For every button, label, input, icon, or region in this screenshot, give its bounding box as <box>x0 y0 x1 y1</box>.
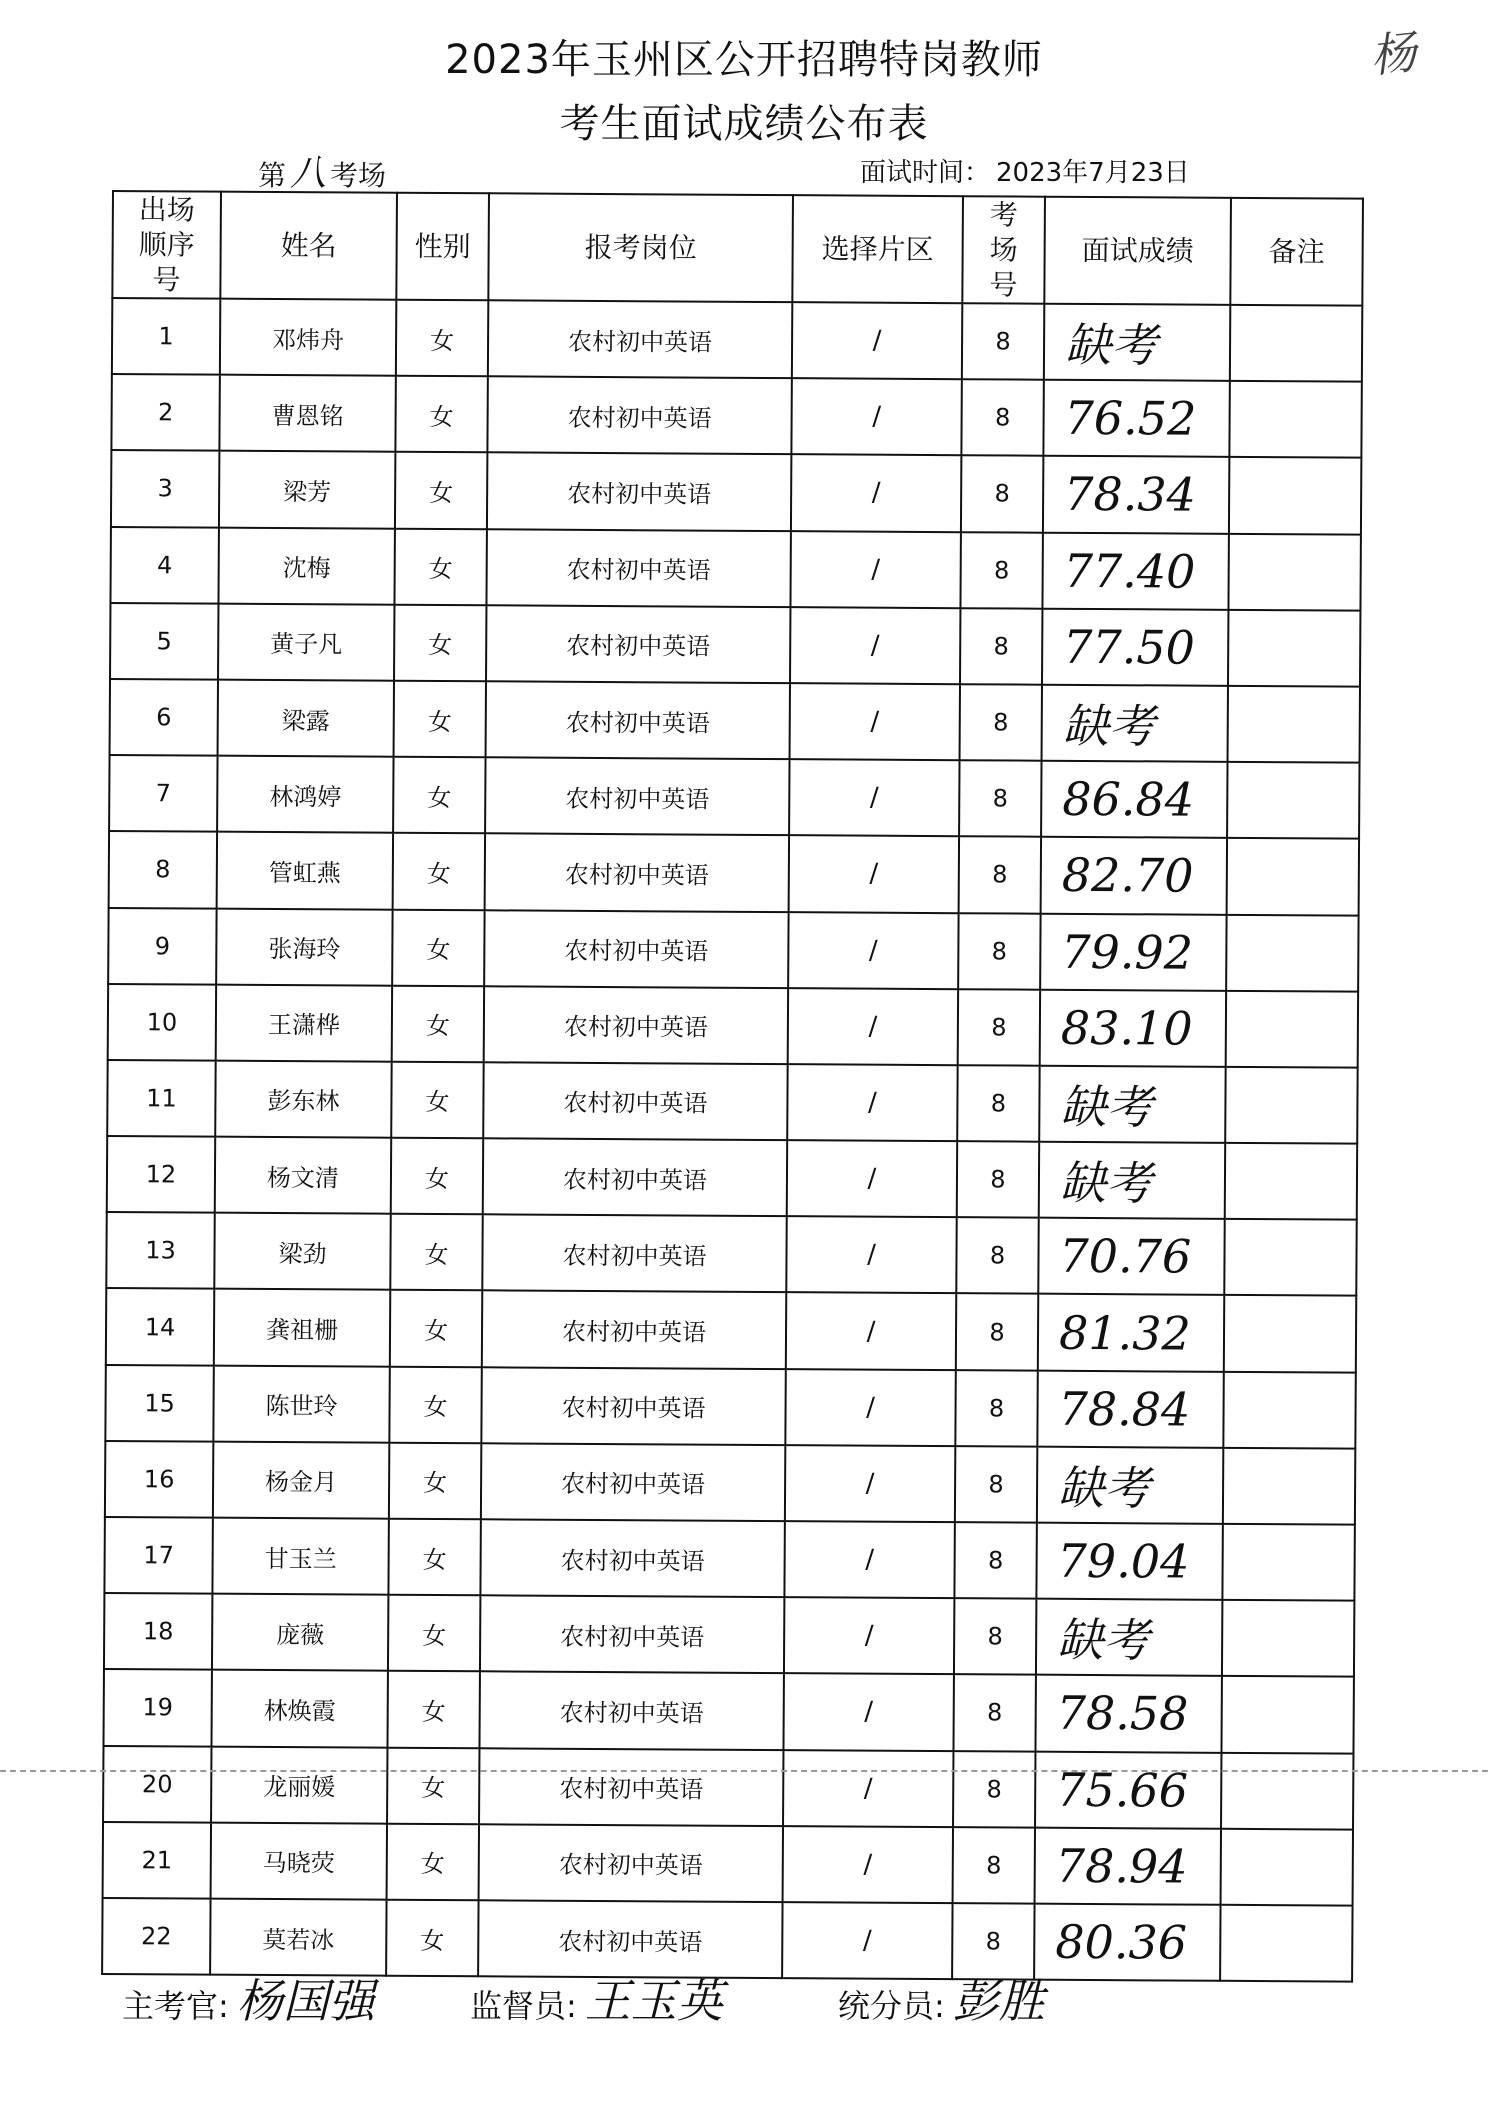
cell-area: / <box>788 912 958 989</box>
cell-post: 农村初中英语 <box>488 300 792 378</box>
cell-gender: 女 <box>394 604 486 681</box>
table-row <box>108 984 1358 1068</box>
table-body <box>102 298 1362 1982</box>
cell-post: 农村初中英语 <box>481 1443 785 1521</box>
cell-room: 8 <box>958 989 1040 1066</box>
cell-post: 农村初中英语 <box>483 1062 787 1140</box>
cell-score: 缺考 <box>1044 304 1230 381</box>
cell-order: 10 <box>108 984 216 1061</box>
column-header-post: 报考岗位 <box>488 193 793 302</box>
cell-score: 81.32 <box>1038 1294 1224 1371</box>
cell-room: 8 <box>961 379 1043 456</box>
cell-gender: 女 <box>389 1366 481 1443</box>
cell-order: 13 <box>106 1212 214 1289</box>
cell-post: 农村初中英语 <box>481 1367 785 1445</box>
cell-order: 16 <box>105 1441 213 1518</box>
cell-note <box>1220 1905 1352 1982</box>
cell-score: 79.92 <box>1040 913 1226 990</box>
cell-note <box>1230 305 1362 382</box>
interview-date-value: 2023年7月23日 <box>996 158 1190 188</box>
cell-post: 农村初中英语 <box>479 1748 783 1826</box>
cell-note <box>1228 686 1360 763</box>
exam-room-prefix: 第 <box>258 159 287 192</box>
cell-gender: 女 <box>388 1595 480 1672</box>
column-header-room: 考场号 <box>962 196 1045 303</box>
cell-gender: 女 <box>393 833 485 910</box>
cell-order: 20 <box>103 1746 211 1823</box>
cell-order: 15 <box>105 1365 213 1442</box>
scorer-name: 彭胜 <box>952 1974 1045 2028</box>
cell-post: 农村初中英语 <box>486 529 790 607</box>
cell-note <box>1227 838 1359 915</box>
cell-gender: 女 <box>389 1443 481 1520</box>
column-header-score: 面试成绩 <box>1044 197 1231 305</box>
cell-area: / <box>782 1902 952 1979</box>
cell-note <box>1221 1752 1353 1829</box>
cell-post: 农村初中英语 <box>479 1672 783 1750</box>
exam-room-suffix: 考场 <box>330 159 387 192</box>
cell-note <box>1227 762 1359 839</box>
cell-note <box>1224 1295 1356 1372</box>
cell-name: 甘玉兰 <box>212 1518 388 1595</box>
cell-note <box>1223 1371 1355 1448</box>
cell-gender: 女 <box>395 452 487 529</box>
cell-post: 农村初中英语 <box>486 681 790 759</box>
cell-score: 缺考 <box>1037 1446 1223 1523</box>
cell-score: 83.10 <box>1040 989 1226 1066</box>
table-row <box>112 298 1362 382</box>
cell-area: / <box>784 1521 954 1598</box>
table-row <box>104 1593 1354 1677</box>
cell-note <box>1229 381 1361 458</box>
cell-area: / <box>790 531 960 608</box>
cell-name: 梁芳 <box>219 451 395 528</box>
cell-gender: 女 <box>390 1214 482 1291</box>
cell-gender: 女 <box>388 1519 480 1596</box>
cell-area: / <box>789 835 959 912</box>
cell-gender: 女 <box>390 1290 482 1367</box>
table-row <box>111 374 1361 458</box>
cell-post: 农村初中英语 <box>485 757 789 835</box>
cell-room: 8 <box>954 1598 1036 1675</box>
cell-note <box>1225 1143 1357 1220</box>
cell-post: 农村初中英语 <box>484 986 788 1064</box>
cell-gender: 女 <box>394 681 486 758</box>
cell-room: 8 <box>962 303 1044 380</box>
cell-room: 8 <box>956 1294 1038 1371</box>
cell-order: 2 <box>111 374 219 451</box>
cell-post: 农村初中英语 <box>487 453 791 531</box>
cell-room: 8 <box>954 1522 1036 1599</box>
table-row <box>110 603 1360 687</box>
cell-room: 8 <box>960 532 1042 609</box>
table-row <box>107 1060 1357 1144</box>
cell-name: 沈梅 <box>218 527 394 604</box>
cell-name: 张海玲 <box>216 908 392 985</box>
cell-note <box>1223 1448 1355 1525</box>
cell-post: 农村初中英语 <box>479 1824 783 1902</box>
cell-order: 5 <box>110 603 218 680</box>
scorer-signature <box>838 1965 1045 2031</box>
cell-note <box>1226 991 1358 1068</box>
cell-area: / <box>792 302 962 379</box>
cell-post: 农村初中英语 <box>480 1595 784 1673</box>
cell-name: 黄子凡 <box>218 603 394 680</box>
cell-order: 14 <box>106 1288 214 1365</box>
table-row <box>103 1822 1353 1906</box>
corner-handwritten-mark: 杨 <box>1367 24 1420 84</box>
cell-name: 邓炜舟 <box>220 299 396 376</box>
cell-room: 8 <box>955 1446 1037 1523</box>
cell-name: 龚祖栅 <box>214 1289 390 1366</box>
cell-order: 6 <box>110 679 218 756</box>
cell-score: 79.04 <box>1036 1523 1222 1600</box>
column-header-area: 选择片区 <box>792 195 963 303</box>
exam-room-label <box>258 145 386 196</box>
cell-score: 75.66 <box>1035 1751 1221 1828</box>
cell-area: / <box>784 1597 954 1674</box>
cell-order: 17 <box>104 1517 212 1594</box>
cell-area: / <box>791 378 961 455</box>
cell-name: 马晓荧 <box>211 1822 387 1899</box>
cell-order: 3 <box>111 450 219 527</box>
cell-order: 12 <box>107 1136 215 1213</box>
chief-examiner-signature <box>122 1965 375 2031</box>
table-row <box>110 679 1360 763</box>
cell-name: 庞薇 <box>212 1594 388 1671</box>
cell-score: 78.94 <box>1035 1827 1221 1904</box>
cell-room: 8 <box>955 1370 1037 1447</box>
cell-gender: 女 <box>392 985 484 1062</box>
cell-area: / <box>783 1826 953 1903</box>
column-header-note: 备注 <box>1230 198 1363 306</box>
cell-gender: 女 <box>396 300 488 377</box>
cell-area: / <box>788 988 958 1065</box>
cell-area: / <box>786 1216 956 1293</box>
cell-name: 梁露 <box>218 680 394 757</box>
scan-fold-line <box>0 1770 1488 1772</box>
cell-room: 8 <box>952 1903 1034 1980</box>
cell-score: 78.58 <box>1035 1675 1221 1752</box>
chief-examiner-label: 主考官: <box>122 1987 229 2025</box>
table-row <box>103 1669 1353 1753</box>
cell-note <box>1222 1600 1354 1677</box>
cell-post: 农村初中英语 <box>482 1215 786 1293</box>
cell-score: 78.84 <box>1037 1370 1223 1447</box>
table-header-row <box>112 191 1363 306</box>
column-header-order: 出场顺序号 <box>112 191 221 299</box>
cell-area: / <box>789 759 959 836</box>
cell-note <box>1229 457 1361 534</box>
cell-area: / <box>783 1674 953 1751</box>
cell-name: 杨金月 <box>213 1441 389 1518</box>
cell-post: 农村初中英语 <box>482 1291 786 1369</box>
column-header-gender: 性别 <box>396 193 489 301</box>
cell-score: 缺考 <box>1039 1066 1225 1143</box>
cell-room: 8 <box>960 684 1042 761</box>
cell-name: 龙丽媛 <box>211 1746 387 1823</box>
cell-room: 8 <box>953 1751 1035 1828</box>
score-table <box>101 190 1364 1983</box>
cell-post: 农村初中英语 <box>484 910 788 988</box>
table-row <box>106 1212 1356 1296</box>
cell-score: 77.40 <box>1042 532 1228 609</box>
chief-examiner-name: 杨国强 <box>236 1974 375 2028</box>
cell-name: 王潇桦 <box>216 984 392 1061</box>
cell-name: 管虹燕 <box>217 832 393 909</box>
cell-score: 78.34 <box>1043 456 1229 533</box>
cell-gender: 女 <box>392 909 484 986</box>
cell-post: 农村初中英语 <box>486 605 790 683</box>
cell-gender: 女 <box>386 1900 478 1977</box>
cell-name: 莫若冰 <box>210 1899 386 1976</box>
cell-order: 11 <box>107 1060 215 1137</box>
cell-area: / <box>791 455 961 532</box>
table-row <box>108 907 1358 991</box>
cell-order: 4 <box>110 527 218 604</box>
supervisor-signature <box>470 1965 723 2031</box>
interview-date-label: 面试时间： <box>860 158 991 188</box>
cell-post: 农村初中英语 <box>487 376 791 454</box>
cell-room: 8 <box>960 608 1042 685</box>
cell-room: 8 <box>957 1141 1039 1218</box>
cell-post: 农村初中英语 <box>485 834 789 912</box>
cell-order: 19 <box>103 1669 211 1746</box>
cell-name: 梁劲 <box>214 1213 390 1290</box>
cell-order: 18 <box>104 1593 212 1670</box>
cell-order: 9 <box>108 907 216 984</box>
cell-name: 杨文清 <box>215 1137 391 1214</box>
cell-area: / <box>785 1369 955 1446</box>
interview-date <box>860 152 1190 189</box>
cell-score: 缺考 <box>1042 685 1228 762</box>
column-header-name: 姓名 <box>220 192 397 300</box>
cell-note <box>1226 914 1358 991</box>
cell-area: / <box>783 1750 953 1827</box>
cell-order: 7 <box>109 755 217 832</box>
cell-gender: 女 <box>387 1671 479 1748</box>
cell-order: 22 <box>102 1898 210 1975</box>
cell-order: 21 <box>103 1822 211 1899</box>
cell-score: 70.76 <box>1038 1218 1224 1295</box>
supervisor-name: 王玉英 <box>584 1974 723 2028</box>
cell-room: 8 <box>961 456 1043 533</box>
cell-score: 缺考 <box>1036 1599 1222 1676</box>
supervisor-label: 监督员: <box>470 1987 577 2025</box>
cell-room: 8 <box>957 1065 1039 1142</box>
cell-name: 彭东林 <box>215 1061 391 1138</box>
exam-room-number: 八 <box>290 153 327 194</box>
cell-area: / <box>790 607 960 684</box>
cell-gender: 女 <box>387 1823 479 1900</box>
cell-room: 8 <box>959 760 1041 837</box>
table-row <box>105 1365 1355 1449</box>
cell-post: 农村初中英语 <box>483 1138 787 1216</box>
scorer-label: 统分员: <box>838 1987 945 2025</box>
cell-note <box>1221 1676 1353 1753</box>
table-row <box>107 1136 1357 1220</box>
cell-area: / <box>787 1140 957 1217</box>
table-row <box>111 450 1361 534</box>
cell-note <box>1225 1067 1357 1144</box>
cell-score: 80.36 <box>1034 1904 1220 1981</box>
cell-name: 林焕霞 <box>211 1670 387 1747</box>
cell-area: / <box>786 1293 956 1370</box>
table-row <box>109 755 1359 839</box>
cell-order: 1 <box>112 298 220 375</box>
table-row <box>105 1441 1355 1525</box>
cell-room: 8 <box>958 913 1040 990</box>
cell-post: 农村初中英语 <box>478 1900 782 1978</box>
cell-post: 农村初中英语 <box>480 1519 784 1597</box>
cell-room: 8 <box>953 1827 1035 1904</box>
cell-gender: 女 <box>387 1747 479 1824</box>
table-row <box>104 1517 1354 1601</box>
cell-gender: 女 <box>393 757 485 834</box>
table-row <box>106 1288 1356 1372</box>
cell-name: 林鸿婷 <box>217 756 393 833</box>
cell-gender: 女 <box>395 376 487 453</box>
cell-name: 曹恩铭 <box>219 375 395 452</box>
score-table-wrapper <box>101 190 1362 1983</box>
cell-note <box>1222 1524 1354 1601</box>
cell-score: 77.50 <box>1042 608 1228 685</box>
cell-note <box>1228 610 1360 687</box>
table-row <box>103 1746 1353 1830</box>
cell-order: 8 <box>109 831 217 908</box>
cell-gender: 女 <box>391 1138 483 1215</box>
cell-area: / <box>787 1064 957 1141</box>
cell-score: 86.84 <box>1041 761 1227 838</box>
document-title: 2023年玉州区公开招聘特岗教师 <box>445 37 1043 83</box>
cell-score: 缺考 <box>1039 1142 1225 1219</box>
cell-room: 8 <box>953 1675 1035 1752</box>
cell-gender: 女 <box>391 1062 483 1139</box>
table-row <box>109 831 1359 915</box>
cell-note <box>1228 533 1360 610</box>
cell-score: 76.52 <box>1043 380 1229 457</box>
cell-area: / <box>790 683 960 760</box>
cell-name: 陈世玲 <box>213 1365 389 1442</box>
table-row <box>110 527 1360 611</box>
document-subtitle: 考生面试成绩公布表 <box>559 101 929 147</box>
cell-area: / <box>785 1445 955 1522</box>
cell-gender: 女 <box>394 528 486 605</box>
cell-score: 82.70 <box>1041 837 1227 914</box>
cell-room: 8 <box>959 836 1041 913</box>
cell-note <box>1221 1829 1353 1906</box>
cell-room: 8 <box>956 1217 1038 1294</box>
cell-note <box>1224 1219 1356 1296</box>
